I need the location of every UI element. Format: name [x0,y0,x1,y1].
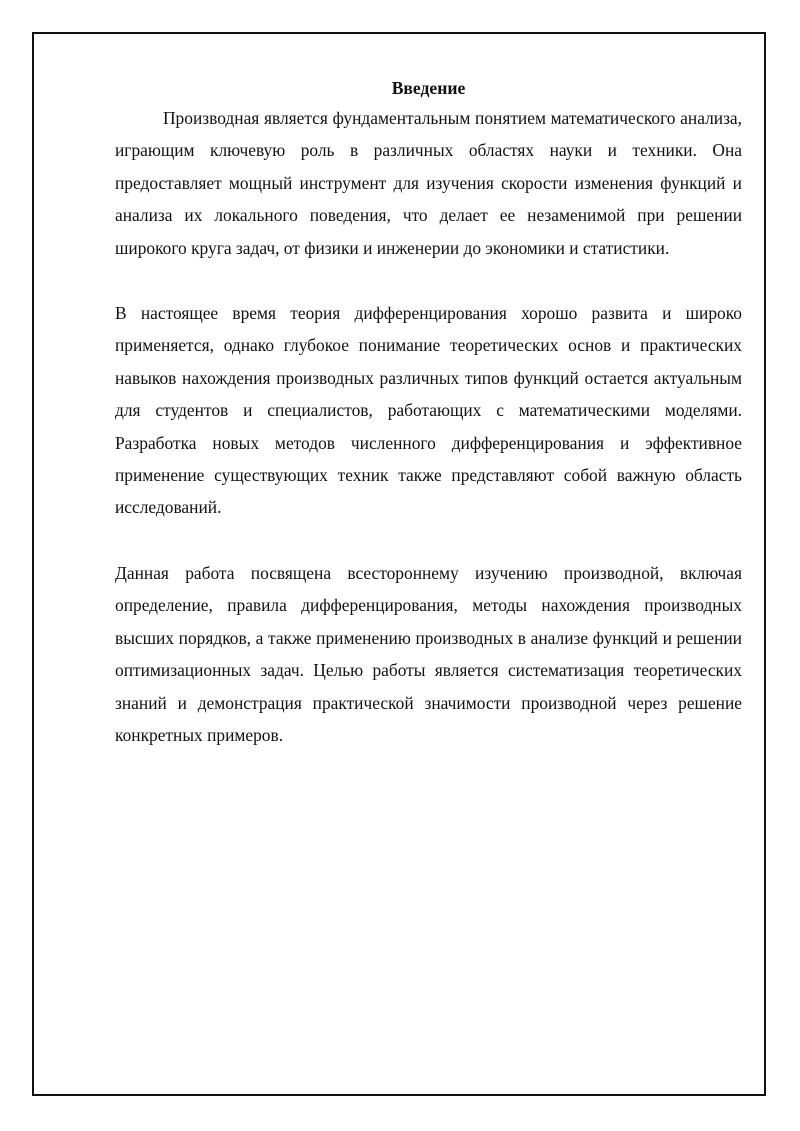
paragraph-1: Производная является фундаментальным понятием математического анализа, играющим ключевую роль в различных областях науки и техники. Она предоставляет мощный инструмент для изучения скорости изменения функций и анализа их локального поведения, что делает ее незаменимой при решении широкого круга задач, от физики и инженерии до экономики и статистики. [115,108,742,258]
document-body [115,76,742,751]
document-title: Введение [391,78,466,98]
paragraph-2: В настоящее время теория дифференцирования хорошо развита и широко применяется, однако глубокое понимание теоретических основ и практических навыков нахождения производных различных типов функций остается актуальным для студентов и специалистов, работающих с математическими моделями. Разработка новых методов численного дифференцирования и эффективное применение существующих техник также представляют собой важную область исследований. [115,303,742,518]
paragraph-gap [115,264,742,297]
paragraph-gap [115,524,742,557]
paragraph-3: Данная работа посвящена всестороннему изучению производной, включая определение, правила дифференцирования, методы нахождения производных высших порядков, а также применению производных в анализе функций и решении оптимизационных задач. Целью работы является систематизация теоретических знаний и демонстрация практической значимости производной через решение конкретных примеров. [115,562,742,745]
